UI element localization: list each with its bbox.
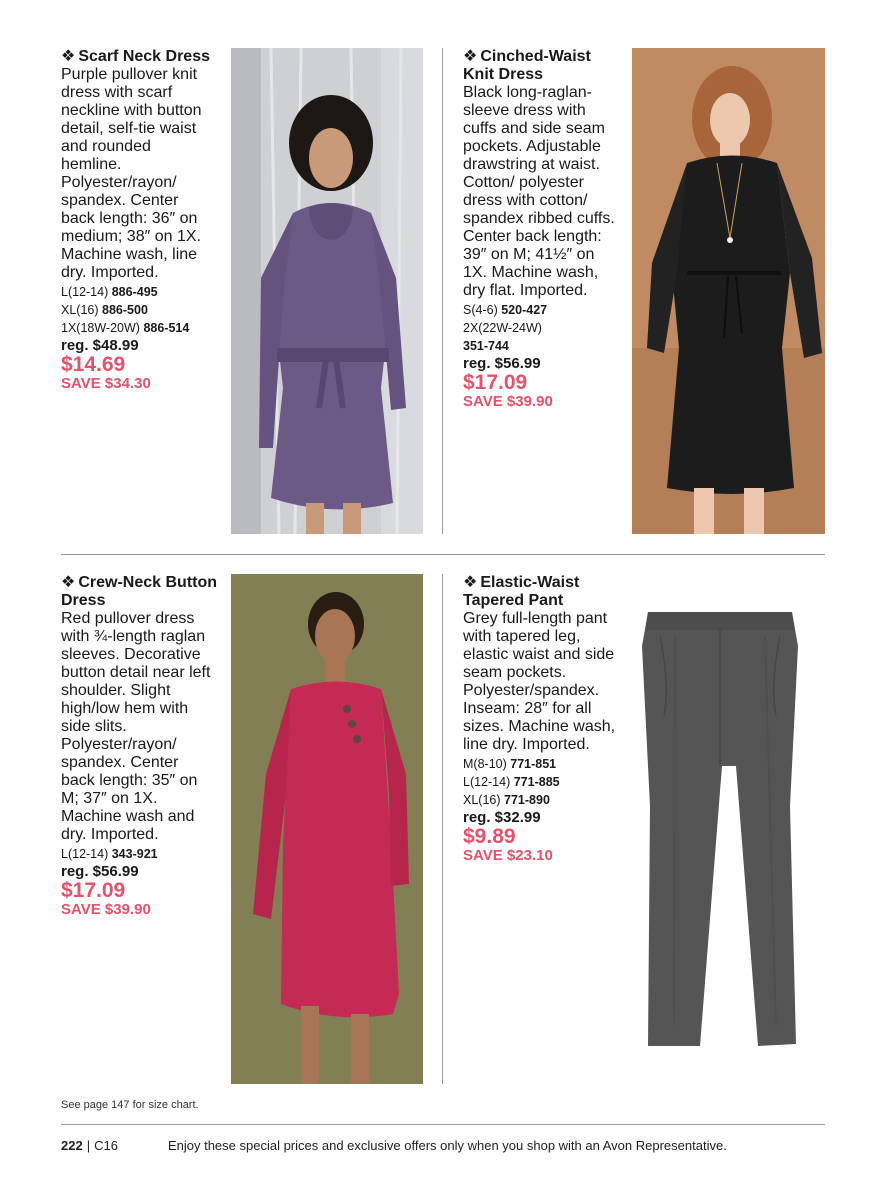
- sku-line: L(12-14) 886-495: [61, 285, 158, 299]
- product-description: Black long-raglan-sleeve dress with cuffs and side seam pockets. Adjustable drawstring at waist. Cotton/ polyester dress with cotton/ spandex ribbed cuffs. Center back length: 39″ on M; 41½″ on 1X. Machine wash, dry flat. Imported.: [463, 84, 615, 299]
- sku-line: XL(16) 771-890: [463, 793, 550, 807]
- sku-line: 351-744: [463, 339, 509, 353]
- sku-line: L(12-14) 771-885: [463, 775, 560, 789]
- savings: SAVE $39.90: [463, 393, 553, 410]
- sku-list: [61, 845, 221, 863]
- savings: SAVE $23.10: [463, 847, 553, 864]
- crew-neck-button-dress-photo: [231, 574, 423, 1084]
- product-title: ❖ Scarf Neck Dress: [61, 48, 210, 65]
- section-code: C16: [94, 1138, 118, 1153]
- regular-price: reg. $32.99: [463, 809, 541, 826]
- footer-tagline: Enjoy these special prices and exclusive offers only when you shop with an Avon Representative.: [167, 1138, 727, 1153]
- scarf-neck-dress-photo: [231, 48, 423, 534]
- product-crew-neck-button-dress: [61, 574, 221, 918]
- footer-divider: [61, 1124, 825, 1125]
- diamond-bullet-icon: ❖: [61, 574, 76, 591]
- sku-line: M(8-10) 771-851: [463, 757, 557, 771]
- regular-price: reg. $48.99: [61, 337, 139, 354]
- footer-separator: |: [86, 1138, 91, 1153]
- sale-price: $17.09: [61, 879, 126, 902]
- sku-line: L(12-14) 343-921: [61, 847, 158, 861]
- product-title: ❖ Crew-Neck Button Dress: [61, 574, 218, 609]
- sku-list: [61, 283, 221, 337]
- sku-line: XL(16) 886-500: [61, 303, 148, 317]
- sale-price: $9.89: [463, 825, 516, 848]
- product-cinched-waist-knit-dress: [463, 48, 623, 410]
- savings: SAVE $34.30: [61, 375, 151, 392]
- diamond-bullet-icon: ❖: [463, 48, 478, 65]
- size-chart-note: See page 147 for size chart.: [61, 1099, 199, 1111]
- sku-line: 1X(18W-20W) 886-514: [61, 321, 190, 335]
- product-description: Red pullover dress with ¾-length raglan sleeves. Decorative button detail near left shoulder. Slight high/low hem with side slits. Polyester/rayon/ spandex. Center back length: 35″ on M; 37″ on 1X. Machine wash and dry. Imported.: [61, 610, 211, 843]
- sku-line: 2X(22W-24W): [463, 321, 542, 335]
- page-number: 222: [61, 1138, 83, 1153]
- sale-price: $17.09: [463, 371, 528, 394]
- sku-line: S(4-6) 520-427: [463, 303, 548, 317]
- product-description: Purple pullover knit dress with scarf neckline with button detail, self-tie waist and rounded hemline. Polyester/rayon/ spandex. Center back length: 36″ on medium; 38″ on 1X. Machine wash, line dry. Imported.: [61, 66, 202, 281]
- sale-price: $14.69: [61, 353, 126, 376]
- regular-price: reg. $56.99: [61, 863, 139, 880]
- savings: SAVE $39.90: [61, 901, 151, 918]
- product-description: Grey full-length pant with tapered leg, elastic waist and side seam pockets. Polyester/spandex. Inseam: 28″ for all sizes. Machine wash, line dry. Imported.: [463, 610, 616, 753]
- product-scarf-neck-dress: [61, 48, 221, 392]
- row-divider: [61, 554, 825, 555]
- regular-price: reg. $56.99: [463, 355, 541, 372]
- page-footer: [61, 1138, 727, 1153]
- product-elastic-waist-tapered-pant: [463, 574, 623, 864]
- column-divider: [442, 574, 443, 1084]
- cinched-waist-knit-dress-photo: [632, 48, 825, 534]
- column-divider: [442, 48, 443, 534]
- diamond-bullet-icon: ❖: [61, 48, 76, 65]
- sku-list: [463, 301, 623, 355]
- diamond-bullet-icon: ❖: [463, 574, 478, 591]
- product-title: ❖ Cinched-Waist Knit Dress: [463, 48, 591, 83]
- sku-list: [463, 755, 623, 809]
- product-title: ❖ Elastic-Waist Tapered Pant: [463, 574, 580, 609]
- tapered-pant-photo: [640, 606, 800, 1052]
